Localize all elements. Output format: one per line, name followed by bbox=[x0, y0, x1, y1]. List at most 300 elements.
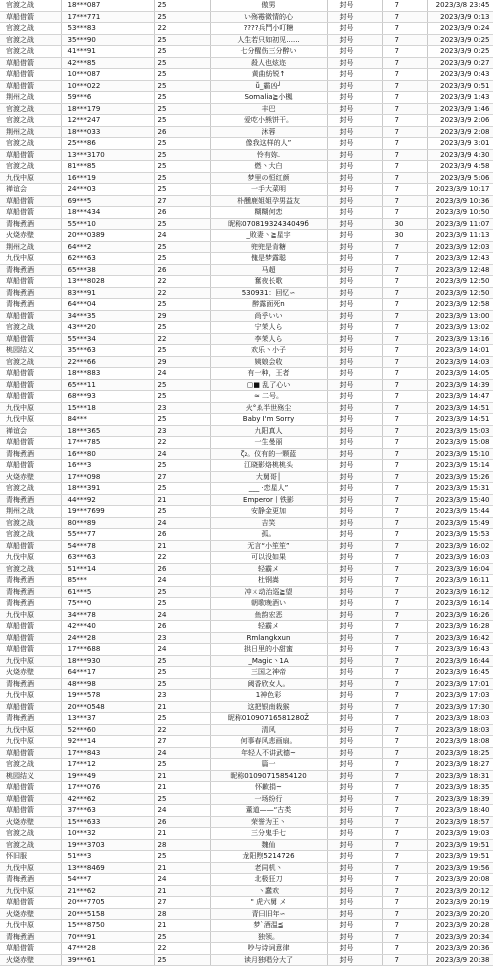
level-cell: 25 bbox=[154, 34, 210, 46]
level-cell: 22 bbox=[154, 437, 210, 449]
nickname-cell: 黄曲紡锐↑ bbox=[210, 69, 327, 81]
account-cell: 84*** bbox=[61, 414, 154, 426]
ban-time-cell: 2023/3/9 16:28 bbox=[427, 621, 493, 633]
ban-type-cell: 封号 bbox=[327, 103, 382, 115]
account-cell: 81***85 bbox=[61, 161, 154, 173]
server-cell: 荆州之战 bbox=[0, 92, 61, 104]
table-row bbox=[0, 310, 493, 322]
server-cell: 九伐中原 bbox=[0, 885, 61, 897]
table-row bbox=[0, 943, 493, 955]
account-cell: 59***6 bbox=[61, 92, 154, 104]
ban-days-cell: 7 bbox=[382, 793, 427, 805]
ban-type-cell: 封号 bbox=[327, 471, 382, 483]
account-cell: 55***77 bbox=[61, 529, 154, 541]
level-cell: 25 bbox=[154, 299, 210, 311]
server-cell: 官渡之战 bbox=[0, 517, 61, 529]
ban-type-cell: 封号 bbox=[327, 517, 382, 529]
nickname-cell: 丶蠢欢 bbox=[210, 885, 327, 897]
ban-time-cell: 2023/3/9 0:13 bbox=[427, 11, 493, 23]
ban-days-cell: 7 bbox=[382, 80, 427, 92]
ban-days-cell: 7 bbox=[382, 368, 427, 380]
level-cell: 25 bbox=[154, 241, 210, 253]
ban-time-cell: 2023/3/9 5:06 bbox=[427, 172, 493, 184]
table-row bbox=[0, 954, 493, 966]
ban-type-cell: 封号 bbox=[327, 690, 382, 702]
ban-time-cell: 2023/3/9 11:07 bbox=[427, 218, 493, 230]
ban-time-cell: 2023/3/9 18:03 bbox=[427, 724, 493, 736]
table-row bbox=[0, 299, 493, 311]
ban-time-cell: 2023/3/9 18:03 bbox=[427, 713, 493, 725]
ban-type-cell: 封号 bbox=[327, 34, 382, 46]
level-cell: 29 bbox=[154, 356, 210, 368]
table-row bbox=[0, 92, 493, 104]
nickname-cell: 殺人也炫迩 bbox=[210, 57, 327, 69]
ban-type-cell: 封号 bbox=[327, 954, 382, 966]
ban-type-cell: 封号 bbox=[327, 0, 382, 11]
nickname-cell: Somalia≧小楓 bbox=[210, 92, 327, 104]
table-row bbox=[0, 333, 493, 345]
level-cell: 24 bbox=[154, 368, 210, 380]
level-cell: 25 bbox=[154, 57, 210, 69]
level-cell: 25 bbox=[154, 931, 210, 943]
server-cell: 草船借箭 bbox=[0, 149, 61, 161]
ban-type-cell: 封号 bbox=[327, 655, 382, 667]
level-cell: 25 bbox=[154, 115, 210, 127]
account-cell: 42***62 bbox=[61, 793, 154, 805]
level-cell: 25 bbox=[154, 322, 210, 334]
nickname-cell: ___ ·恋星人” bbox=[210, 483, 327, 495]
account-cell: 35***90 bbox=[61, 34, 154, 46]
nickname-cell: 怜有妳. bbox=[210, 149, 327, 161]
nickname-cell: 人生若只如初见...... bbox=[210, 34, 327, 46]
level-cell: 21 bbox=[154, 494, 210, 506]
ban-days-cell: 7 bbox=[382, 184, 427, 196]
table-row bbox=[0, 161, 493, 173]
nickname-cell: 北极狂刀 bbox=[210, 874, 327, 886]
ban-time-cell: 2023/3/9 12:48 bbox=[427, 264, 493, 276]
level-cell: 25 bbox=[154, 759, 210, 771]
ban-days-cell: 7 bbox=[382, 310, 427, 322]
nickname-cell: 孤。 bbox=[210, 529, 327, 541]
server-cell: 官渡之战 bbox=[0, 161, 61, 173]
nickname-cell: 这把银南栽猴 bbox=[210, 701, 327, 713]
account-cell: 64***04 bbox=[61, 299, 154, 311]
level-cell: 25 bbox=[154, 80, 210, 92]
ban-time-cell: 2023/3/9 10:17 bbox=[427, 184, 493, 196]
ban-type-cell: 封号 bbox=[327, 391, 382, 403]
account-cell: 13***8469 bbox=[61, 862, 154, 874]
ban-time-cell: 2023/3/9 15:26 bbox=[427, 471, 493, 483]
account-cell: 19***49 bbox=[61, 770, 154, 782]
nickname-cell: 糊糊何恋 bbox=[210, 207, 327, 219]
nickname-cell: 奮夜长歌 bbox=[210, 276, 327, 288]
account-cell: 24***28 bbox=[61, 632, 154, 644]
account-cell: 63***63 bbox=[61, 552, 154, 564]
ban-time-cell: 2023/3/9 16:44 bbox=[427, 655, 493, 667]
ban-type-cell: 封号 bbox=[327, 747, 382, 759]
ban-type-cell: 封号 bbox=[327, 69, 382, 81]
ban-days-cell: 7 bbox=[382, 241, 427, 253]
ban-days-cell: 7 bbox=[382, 701, 427, 713]
nickname-cell: 醉露面死n bbox=[210, 299, 327, 311]
ban-time-cell: 2023/3/9 0:24 bbox=[427, 23, 493, 35]
table-row bbox=[0, 345, 493, 357]
server-cell: 官渡之战 bbox=[0, 34, 61, 46]
table-row bbox=[0, 425, 493, 437]
ban-days-cell: 7 bbox=[382, 379, 427, 391]
nickname-cell: 冲ㄨ动治巡≧望 bbox=[210, 586, 327, 598]
level-cell: 25 bbox=[154, 218, 210, 230]
nickname-cell: 杜钢嵩 bbox=[210, 575, 327, 587]
ban-days-cell: 7 bbox=[382, 908, 427, 920]
ban-type-cell: 封号 bbox=[327, 241, 382, 253]
ban-time-cell: 2023/3/9 16:45 bbox=[427, 667, 493, 679]
table-row bbox=[0, 402, 493, 414]
table-row bbox=[0, 80, 493, 92]
ban-time-cell: 2023/3/9 10:36 bbox=[427, 195, 493, 207]
table-row bbox=[0, 506, 493, 518]
ban-type-cell: 封号 bbox=[327, 149, 382, 161]
ban-time-cell: 2023/3/9 4:58 bbox=[427, 161, 493, 173]
nickname-cell: " 虎六舅 メ bbox=[210, 897, 327, 909]
ban-time-cell: 2023/3/9 16:03 bbox=[427, 552, 493, 564]
level-cell: 25 bbox=[154, 46, 210, 58]
ban-time-cell: 2023/3/9 0:27 bbox=[427, 57, 493, 69]
level-cell: 21 bbox=[154, 920, 210, 932]
table-row bbox=[0, 851, 493, 863]
server-cell: 官渡之战 bbox=[0, 529, 61, 541]
server-cell: 九伐中原 bbox=[0, 690, 61, 702]
level-cell: 22 bbox=[154, 552, 210, 564]
account-cell: 12***247 bbox=[61, 115, 154, 127]
ban-type-cell: 封号 bbox=[327, 609, 382, 621]
server-cell: 官渡之战 bbox=[0, 356, 61, 368]
ban-type-cell: 封号 bbox=[327, 563, 382, 575]
server-cell: 官渡之战 bbox=[0, 563, 61, 575]
account-cell: 37***63 bbox=[61, 805, 154, 817]
ban-time-cell: 2023/3/9 19:56 bbox=[427, 862, 493, 874]
ban-type-cell: 封号 bbox=[327, 483, 382, 495]
nickname-cell: 朝歌晚酒い bbox=[210, 598, 327, 610]
table-row bbox=[0, 0, 493, 11]
ban-type-cell: 封号 bbox=[327, 874, 382, 886]
level-cell: 25 bbox=[154, 655, 210, 667]
ban-days-cell: 7 bbox=[382, 437, 427, 449]
account-cell: 17***785 bbox=[61, 437, 154, 449]
table-row bbox=[0, 276, 493, 288]
server-cell: 官渡之战 bbox=[0, 759, 61, 771]
server-cell: 草船借箭 bbox=[0, 897, 61, 909]
table-row bbox=[0, 621, 493, 633]
account-cell: 10***022 bbox=[61, 80, 154, 92]
ban-days-cell: 7 bbox=[382, 322, 427, 334]
account-cell: 18***434 bbox=[61, 207, 154, 219]
account-cell: 20***0389 bbox=[61, 230, 154, 242]
ban-time-cell: 2023/3/9 16:26 bbox=[427, 609, 493, 621]
level-cell: 23 bbox=[154, 632, 210, 644]
ban-days-cell: 7 bbox=[382, 667, 427, 679]
server-cell: 九伐中原 bbox=[0, 736, 61, 748]
ban-time-cell: 2023/3/9 14:51 bbox=[427, 402, 493, 414]
ban-time-cell: 2023/3/9 18:40 bbox=[427, 805, 493, 817]
server-cell: 火烧赤壁 bbox=[0, 230, 61, 242]
table-row bbox=[0, 782, 493, 794]
ban-time-cell: 2023/3/9 13:02 bbox=[427, 322, 493, 334]
ban-days-cell: 7 bbox=[382, 92, 427, 104]
server-cell: 荆州之战 bbox=[0, 241, 61, 253]
level-cell: 25 bbox=[154, 379, 210, 391]
nickname-cell: 朴醺鹿姐姐孕男益友 bbox=[210, 195, 327, 207]
server-cell: 草船借箭 bbox=[0, 195, 61, 207]
account-cell: 35***63 bbox=[61, 345, 154, 357]
level-cell: 25 bbox=[154, 460, 210, 472]
table-row bbox=[0, 713, 493, 725]
ban-days-cell: 7 bbox=[382, 414, 427, 426]
nickname-cell: 昵称01090716581280Ž bbox=[210, 713, 327, 725]
ban-days-cell: 7 bbox=[382, 448, 427, 460]
ban-days-cell: 7 bbox=[382, 138, 427, 150]
account-cell: 24***03 bbox=[61, 184, 154, 196]
table-row bbox=[0, 931, 493, 943]
nickname-cell: 轻霸メ bbox=[210, 563, 327, 575]
server-cell: 草船借箭 bbox=[0, 644, 61, 656]
ban-time-cell: 2023/3/9 13:00 bbox=[427, 310, 493, 322]
level-cell: 22 bbox=[154, 943, 210, 955]
ban-days-cell: 7 bbox=[382, 172, 427, 184]
ban-type-cell: 封号 bbox=[327, 80, 382, 92]
ban-type-cell: 封号 bbox=[327, 782, 382, 794]
server-cell: 青梅煮酒 bbox=[0, 598, 61, 610]
account-cell: 62***63 bbox=[61, 253, 154, 265]
account-cell: 43***20 bbox=[61, 322, 154, 334]
nickname-cell: 年轻人不讲武德~ bbox=[210, 747, 327, 759]
ban-days-cell: 7 bbox=[382, 644, 427, 656]
nickname-cell: 九阳真人 bbox=[210, 425, 327, 437]
ban-time-cell: 2023/3/9 12:58 bbox=[427, 299, 493, 311]
nickname-cell: 尚乎いい bbox=[210, 310, 327, 322]
ban-type-cell: 封号 bbox=[327, 322, 382, 334]
ban-time-cell: 2023/3/9 15:49 bbox=[427, 517, 493, 529]
nickname-cell: 拱日里的小甜蜜 bbox=[210, 644, 327, 656]
level-cell: 25 bbox=[154, 793, 210, 805]
level-cell: 21 bbox=[154, 540, 210, 552]
table-row bbox=[0, 655, 493, 667]
table-row bbox=[0, 437, 493, 449]
ban-days-cell: 7 bbox=[382, 770, 427, 782]
account-cell: 54***7 bbox=[61, 874, 154, 886]
ban-time-cell: 2023/3/9 17:03 bbox=[427, 690, 493, 702]
ban-days-cell: 7 bbox=[382, 287, 427, 299]
table-row bbox=[0, 609, 493, 621]
table-row bbox=[0, 448, 493, 460]
account-cell: 44***92 bbox=[61, 494, 154, 506]
ban-type-cell: 封号 bbox=[327, 11, 382, 23]
table-row bbox=[0, 678, 493, 690]
nickname-cell: Baby I'm Sorry bbox=[210, 414, 327, 426]
ban-days-cell: 7 bbox=[382, 207, 427, 219]
ban-type-cell: 封号 bbox=[327, 333, 382, 345]
nickname-cell: 篇一 bbox=[210, 759, 327, 771]
level-cell: 27 bbox=[154, 195, 210, 207]
ban-days-cell: 7 bbox=[382, 598, 427, 610]
ban-time-cell: 2023/3/9 14:03 bbox=[427, 356, 493, 368]
table-row bbox=[0, 586, 493, 598]
level-cell: 28 bbox=[154, 839, 210, 851]
server-cell: 青梅煮酒 bbox=[0, 218, 61, 230]
server-cell: 草船借箭 bbox=[0, 943, 61, 955]
nickname-cell: 吉笑 bbox=[210, 517, 327, 529]
ban-time-cell: 2023/3/9 12:50 bbox=[427, 276, 493, 288]
nickname-cell: 青曰旧年∽ bbox=[210, 908, 327, 920]
account-cell: 18***391 bbox=[61, 483, 154, 495]
ban-time-cell: 2023/3/9 18:57 bbox=[427, 816, 493, 828]
account-cell: 15***8750 bbox=[61, 920, 154, 932]
account-cell: 18***883 bbox=[61, 368, 154, 380]
account-cell: 20***0548 bbox=[61, 701, 154, 713]
ban-type-cell: 封号 bbox=[327, 345, 382, 357]
nickname-cell: _敗妻丶≧星宇 bbox=[210, 230, 327, 242]
nickname-cell: 老同机丶 bbox=[210, 862, 327, 874]
ban-time-cell: 2023/3/9 16:12 bbox=[427, 586, 493, 598]
ban-time-cell: 2023/3/9 19:51 bbox=[427, 839, 493, 851]
level-cell: 26 bbox=[154, 621, 210, 633]
ban-type-cell: 封号 bbox=[327, 506, 382, 518]
level-cell: 25 bbox=[154, 103, 210, 115]
ban-type-cell: 封号 bbox=[327, 667, 382, 679]
server-cell: 草船借箭 bbox=[0, 460, 61, 472]
ban-days-cell: 7 bbox=[382, 103, 427, 115]
account-cell: 13***3170 bbox=[61, 149, 154, 161]
level-cell: 25 bbox=[154, 184, 210, 196]
ban-type-cell: 封号 bbox=[327, 92, 382, 104]
ban-days-cell: 7 bbox=[382, 920, 427, 932]
account-cell: 68***93 bbox=[61, 391, 154, 403]
server-cell: 草船借箭 bbox=[0, 333, 61, 345]
ban-time-cell: 2023/3/9 16:14 bbox=[427, 598, 493, 610]
account-cell: 34***78 bbox=[61, 609, 154, 621]
level-cell: 25 bbox=[154, 667, 210, 679]
ban-time-cell: 2023/3/9 16:11 bbox=[427, 575, 493, 587]
ban-type-cell: 封号 bbox=[327, 264, 382, 276]
ban-time-cell: 2023/3/9 16:04 bbox=[427, 563, 493, 575]
table-row bbox=[0, 356, 493, 368]
table-row bbox=[0, 172, 493, 184]
account-cell: 52***60 bbox=[61, 724, 154, 736]
level-cell: 25 bbox=[154, 954, 210, 966]
ban-type-cell: 封号 bbox=[327, 908, 382, 920]
account-cell: 16***80 bbox=[61, 448, 154, 460]
ban-days-cell: 7 bbox=[382, 747, 427, 759]
level-cell: 23 bbox=[154, 690, 210, 702]
table-row bbox=[0, 874, 493, 886]
ban-days-cell: 7 bbox=[382, 954, 427, 966]
ban-time-cell: 2023/3/9 1:46 bbox=[427, 103, 493, 115]
level-cell: 25 bbox=[154, 713, 210, 725]
level-cell: 21 bbox=[154, 770, 210, 782]
level-cell: 26 bbox=[154, 563, 210, 575]
account-cell: 34***35 bbox=[61, 310, 154, 322]
account-cell: 48***98 bbox=[61, 678, 154, 690]
ban-time-cell: 2023/3/9 18:31 bbox=[427, 770, 493, 782]
account-cell: 18***033 bbox=[61, 126, 154, 138]
level-cell: 21 bbox=[154, 782, 210, 794]
ban-type-cell: 封号 bbox=[327, 207, 382, 219]
nickname-cell: 无言“小笙笙” bbox=[210, 540, 327, 552]
ban-time-cell: 2023/3/9 18:25 bbox=[427, 747, 493, 759]
ban-type-cell: 封号 bbox=[327, 920, 382, 932]
server-cell: 草船借箭 bbox=[0, 57, 61, 69]
server-cell: 官渡之战 bbox=[0, 23, 61, 35]
ban-days-cell: 7 bbox=[382, 851, 427, 863]
server-cell: 青梅煮酒 bbox=[0, 713, 61, 725]
ban-time-cell: 2023/3/9 0:25 bbox=[427, 34, 493, 46]
level-cell: 25 bbox=[154, 0, 210, 11]
ban-days-cell: 7 bbox=[382, 506, 427, 518]
table-row bbox=[0, 540, 493, 552]
nickname-cell: _Magic丶1A bbox=[210, 655, 327, 667]
account-cell: 22***66 bbox=[61, 356, 154, 368]
nickname-cell: 梦`酒温≦ bbox=[210, 920, 327, 932]
account-cell: 18***087 bbox=[61, 0, 154, 11]
table-row bbox=[0, 690, 493, 702]
account-cell: 15***18 bbox=[61, 402, 154, 414]
server-cell: 青梅煮酒 bbox=[0, 448, 61, 460]
server-cell: 九伐中原 bbox=[0, 655, 61, 667]
ban-type-cell: 封号 bbox=[327, 172, 382, 184]
ban-days-cell: 7 bbox=[382, 943, 427, 955]
level-cell: 25 bbox=[154, 678, 210, 690]
level-cell: 24 bbox=[154, 805, 210, 817]
table-row bbox=[0, 908, 493, 920]
table-row bbox=[0, 816, 493, 828]
ban-days-cell: 7 bbox=[382, 690, 427, 702]
ban-time-cell: 2023/3/9 12:50 bbox=[427, 287, 493, 299]
server-cell: 草船借箭 bbox=[0, 80, 61, 92]
table-row bbox=[0, 793, 493, 805]
table-row bbox=[0, 34, 493, 46]
account-cell: 17***843 bbox=[61, 747, 154, 759]
table-row bbox=[0, 460, 493, 472]
ban-time-cell: 2023/3/9 14:51 bbox=[427, 414, 493, 426]
nickname-cell: 爱吃小熊饼干。 bbox=[210, 115, 327, 127]
account-cell: 65***11 bbox=[61, 379, 154, 391]
table-row bbox=[0, 46, 493, 58]
level-cell: 25 bbox=[154, 11, 210, 23]
level-cell: 24 bbox=[154, 517, 210, 529]
ban-days-cell: 7 bbox=[382, 115, 427, 127]
ban-time-cell: 2023/3/9 12:03 bbox=[427, 241, 493, 253]
ban-time-cell: 2023/3/9 14:01 bbox=[427, 345, 493, 357]
table-row bbox=[0, 724, 493, 736]
ban-type-cell: 封号 bbox=[327, 448, 382, 460]
ban-time-cell: 2023/3/9 20:34 bbox=[427, 931, 493, 943]
table-row bbox=[0, 241, 493, 253]
ban-days-cell: 7 bbox=[382, 816, 427, 828]
server-cell: 青梅煮酒 bbox=[0, 264, 61, 276]
level-cell: 26 bbox=[154, 126, 210, 138]
account-cell: 64***2 bbox=[61, 241, 154, 253]
account-cell: 20***5158 bbox=[61, 908, 154, 920]
level-cell: 22 bbox=[154, 287, 210, 299]
level-cell: 22 bbox=[154, 333, 210, 345]
ban-days-cell: 7 bbox=[382, 828, 427, 840]
table-row bbox=[0, 23, 493, 35]
level-cell: 25 bbox=[154, 69, 210, 81]
ban-days-cell: 7 bbox=[382, 759, 427, 771]
table-row bbox=[0, 552, 493, 564]
ban-days-cell: 7 bbox=[382, 782, 427, 794]
table-row bbox=[0, 253, 493, 265]
